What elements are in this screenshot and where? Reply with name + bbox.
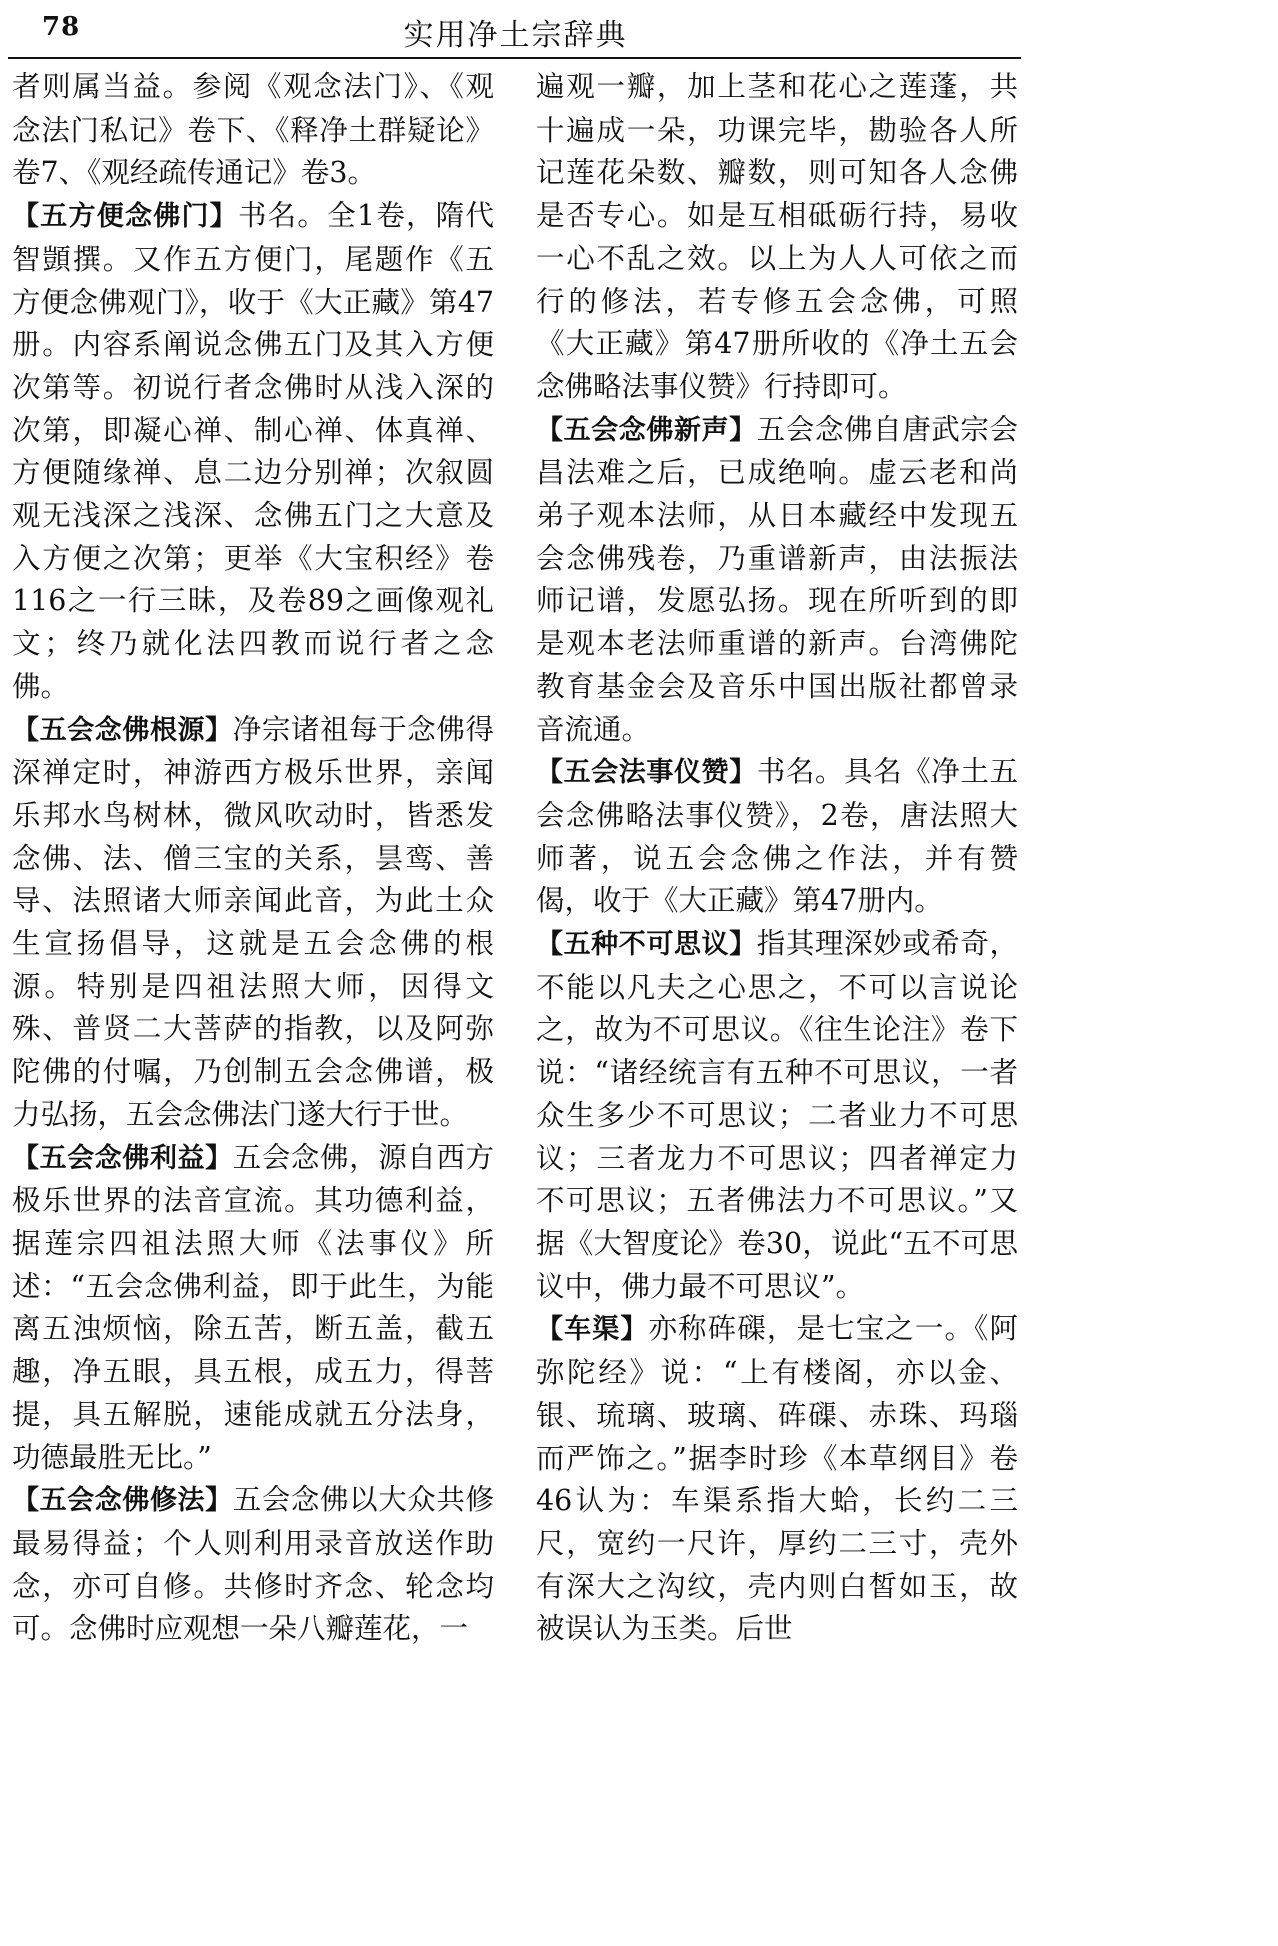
entry-title: 【五会念佛利益】 <box>12 1142 233 1174</box>
page-number: 78 <box>42 12 81 42</box>
left-column <box>12 66 494 1651</box>
entry <box>536 409 1018 752</box>
entry-title: 【五会念佛修法】 <box>12 1485 233 1517</box>
entry-body: 书名。具名《净土五会念佛略法事仪赞》，2卷，唐法照大师著，说五会念佛之作法，并有赞偈，收于《大正藏》第47册内。 <box>536 755 1018 918</box>
entry <box>536 1308 1018 1651</box>
entry <box>12 1137 494 1480</box>
entry-title: 【五方便念佛门】 <box>12 201 238 233</box>
page-header <box>0 0 1031 58</box>
right-column <box>536 66 1018 1651</box>
entry-body: 净宗诸祖每于念佛得深禅定时，神游西方极乐世界，亲闻乐邦水鸟树林，微风吹动时，皆悉发念佛、法、僧三宝的关系，昙鸾、善导、法照诸大师亲闻此音，为此土众生宣扬倡导，这就是五会念佛的根源。特别是四祖法照大师，因得文殊、普贤二大菩萨的指教，以及阿弥陀佛的付嘱，乃创制五会念佛谱，极力弘扬，五会念佛法门遂大行于世。 <box>12 712 494 1131</box>
entry-body: 五会念佛以大众共修最易得益；个人则利用录音放送作助念，亦可自修。共修时齐念、轮念均可。念佛时应观想一朵八瓣莲花，一 <box>12 1483 494 1646</box>
entry <box>12 66 494 195</box>
entry-title: 【车渠】 <box>536 1314 649 1346</box>
header-rule <box>8 57 1021 59</box>
entry-body: 五会念佛，源自西方极乐世界的法音宣流。其功德利益，据莲宗四祖法照大师《法事仪》所述：“五会念佛利益，即于此生，为能离五浊烦恼，除五苦，断五盖，截五趣，净五眼，具五根，成五力，得菩提，具五解脱，速能成就五分法身，功德最胜无比。” <box>12 1140 494 1474</box>
entry-body: 书名。全1卷，隋代智顗撰。又作五方便门，尾题作《五方便念佛观门》，收于《大正藏》第47册。内容系阐说念佛五门及其入方便次第等。初说行者念佛时从浅入深的次第，即凝心禅、制心禅、体真禅、方便随缘禅、息二边分别禅；次叙圆观无浅深之浅深、念佛五门之大意及入方便之次第；更举《大宝积经》卷116之一行三昧，及卷89之画像观礼文；终乃就化法四教而说行者之念佛。 <box>12 199 495 703</box>
running-title: 实用净土宗辞典 <box>403 18 628 53</box>
entry-body: 者则属当益。参阅《观念法门》、《观念法门私记》卷下、《释净土群疑论》卷7、《观经疏传通记》卷3。 <box>12 70 494 190</box>
entry-body: 指其理深妙或希奇，不能以凡夫之心思之，不可以言说论之，故为不可思议。《往生论注》卷下说：“诸经统言有五种不可思议，一者众生多少不可思议；二者业力不可思议；三者龙力不可思议；四者禅定力不可思议；五者佛法力不可思议。”又据《大智度论》卷30，说此“五不可思议中，佛力最不可思议”。 <box>536 927 1018 1303</box>
entry <box>536 66 1018 409</box>
entry-body: 亦称砗磲，是七宝之一。《阿弥陀经》说：“上有楼阁，亦以金、银、琉璃、玻璃、砗磲、赤珠、玛瑙而严饰之。”据李时珍《本草纲目》卷46认为：车渠系指大蛤，长约二三尺，宽约一尺许，厚约二三寸，壳外有深大之沟纹，壳内则白皙如玉，故被误认为玉类。后世 <box>536 1312 1018 1646</box>
entry <box>536 923 1018 1308</box>
entry-title: 【五会念佛新声】 <box>536 414 757 446</box>
entry <box>12 709 494 1137</box>
entry-title: 【五会念佛根源】 <box>12 714 233 746</box>
entry-title: 【五种不可思议】 <box>536 929 757 961</box>
entry <box>12 1479 494 1651</box>
entry <box>12 195 494 708</box>
entry-title: 【五会法事仪赞】 <box>536 757 757 789</box>
entry-body: 遍观一瓣，加上茎和花心之莲蓬，共十遍成一朵，功课完毕，勘验各人所记莲花朵数、瓣数，则可知各人念佛是否专心。如是互相砥砺行持，易收一心不乱之效。以上为人人可依之而行的修法，若专修五会念佛，可照《大正藏》第47册所收的《净土五会念佛略法事仪赞》行持即可。 <box>536 70 1018 403</box>
entry <box>536 751 1018 923</box>
entry-body: 五会念佛自唐武宗会昌法难之后，已成绝响。虚云老和尚弟子观本法师，从日本藏经中发现五会念佛残卷，乃重谱新声，由法振法师记谱，发愿弘扬。现在所听到的即是观本老法师重谱的新声。台湾佛陀教育基金会及音乐中国出版社都曾录音流通。 <box>536 412 1018 746</box>
